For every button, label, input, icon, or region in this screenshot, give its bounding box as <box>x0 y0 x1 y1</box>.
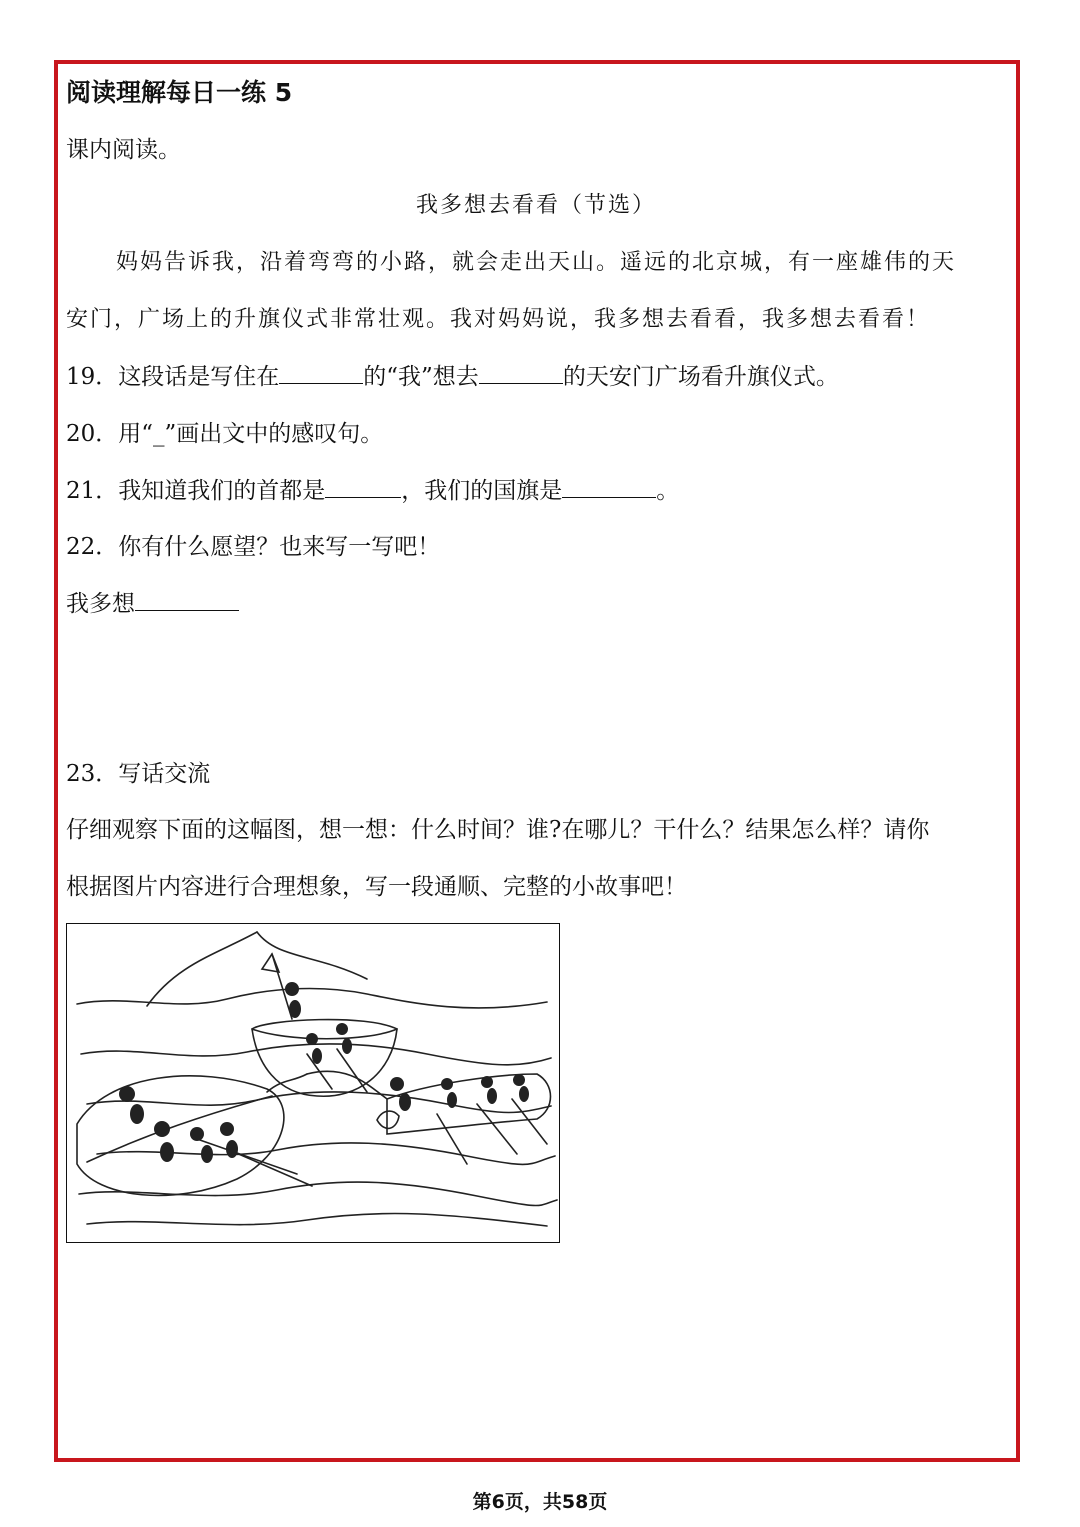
question-23-line-2: 根据图片内容进行合理想象，写一段通顺、完整的小故事吧！ <box>66 874 687 900</box>
answer-blank[interactable] <box>562 477 656 498</box>
passage-title: 我多想去看看（节选） <box>415 193 656 218</box>
question-22: 22．你有什么愿望？也来写一写吧！ <box>66 534 441 560</box>
question-19-part-c: 的天安门广场看升旗仪式。 <box>562 364 839 390</box>
answer-blank[interactable] <box>325 477 401 498</box>
section-label: 课内阅读。 <box>66 137 181 163</box>
passage-line-2: 安门，广场上的升旗仪式非常壮观。我对妈妈说，我多想去看看，我多想去看看！ <box>66 307 931 332</box>
question-21-part-b: ，我们的国旗是 <box>401 478 563 504</box>
question-21-part-c: 。 <box>656 478 680 504</box>
question-19-part-b: 的“我”想去 <box>363 364 479 390</box>
question-23-heading: 23．写话交流 <box>66 761 211 787</box>
page-footer: 第6页，共58页 <box>472 1491 608 1513</box>
ants-rowing-boats-illustration <box>66 923 560 1243</box>
question-21-part-a: 21．我知道我们的首都是 <box>66 478 326 504</box>
question-19 <box>66 362 839 392</box>
question-20: 20．用“_”画出文中的感叹句。 <box>66 421 384 447</box>
page-title: 阅读理解每日一练 5 <box>66 78 293 107</box>
answer-blank[interactable] <box>135 590 239 611</box>
passage-line-1: 妈妈告诉我，沿着弯弯的小路，就会走出天山。遥远的北京城，有一座雄伟的天 <box>116 250 957 275</box>
answer-prefix: 我多想 <box>66 591 135 617</box>
illustration-drawing <box>67 924 560 1243</box>
answer-blank[interactable] <box>279 363 363 384</box>
question-19-part-a: 19．这段话是写住在 <box>66 364 280 390</box>
question-23-line-1: 仔细观察下面的这幅图，想一想：什么时间？谁?在哪儿？干什么？结果怎么样？请你 <box>66 817 930 843</box>
question-22-answer <box>66 589 239 619</box>
question-21 <box>66 476 679 506</box>
answer-blank[interactable] <box>479 363 563 384</box>
